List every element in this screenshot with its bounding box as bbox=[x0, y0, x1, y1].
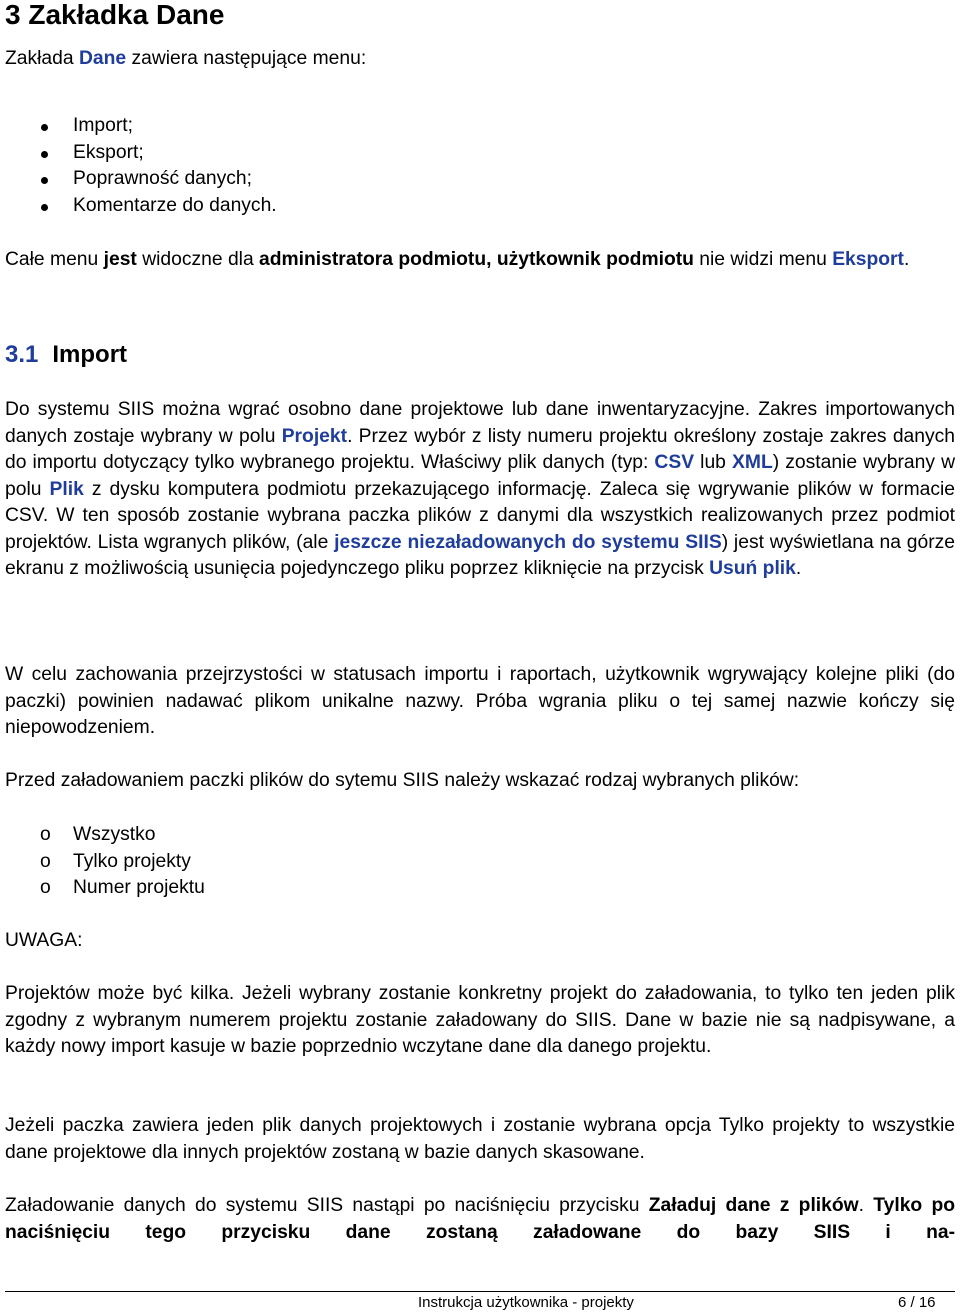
intro-text: Zakłada bbox=[5, 48, 79, 69]
dane-emphasis: Dane bbox=[78, 48, 127, 69]
single-file-paragraph: Jeżeli paczka zawiera jeden plik danych projektowych i zostanie wybrana opcja Tylko projekty to wszystkie dane projektowe dla innych projektów zostaną w bazie danych skasowane. bbox=[5, 1115, 955, 1163]
footer-page-number: 6 / 16 bbox=[898, 1294, 936, 1311]
projects-paragraph: Projektów może być kilka. Jeżeli wybrany zostanie konkretny projekt do załadowania, to tylko ten jeden plik zgodny z wybranym numerem projektu zostanie załadowany do SIIS. Dane w bazie nie są nadpisywane, a każdy nowy import kasuje w bazie poprzednio wczytane dane dla danego projektu. bbox=[5, 983, 955, 1057]
menu-note-paragraph: Całe menu jest widoczne dla administratora podmiotu, użytkownik podmiotu nie widzi menu Eksport. bbox=[5, 249, 910, 270]
section-number: 3.1 bbox=[5, 341, 39, 368]
intro-paragraph bbox=[5, 46, 955, 73]
menu-list bbox=[5, 113, 277, 219]
file-type-paragraph: Przed załadowaniem paczki plików do sytemu SIIS należy wskazać rodzaj wybranych plików: bbox=[5, 770, 800, 791]
list-item: Poprawność danych; bbox=[5, 166, 277, 193]
bullet-icon bbox=[41, 151, 48, 158]
footer-divider bbox=[5, 1291, 955, 1292]
bullet-icon bbox=[41, 177, 48, 184]
list-item: Komentarze do danych. bbox=[5, 193, 277, 220]
bullet-icon bbox=[41, 204, 48, 211]
list-item: Import; bbox=[5, 113, 277, 140]
file-type-options bbox=[5, 822, 205, 902]
unique-names-paragraph: W celu zachowania przejrzystości w statusach importu i raportach, użytkownik wgrywający kolejne pliki (do paczki) powinien nadawać plikom unikalne nazwy. Próba wgrania pliku o tej samej nazwie kończy się niepowodzeniem. bbox=[5, 664, 955, 738]
list-item: o Numer projektu bbox=[5, 875, 205, 902]
uwaga-label: UWAGA: bbox=[5, 930, 83, 951]
section-heading bbox=[5, 340, 127, 370]
list-item: o Tylko projekty bbox=[5, 849, 205, 876]
load-paragraph: Załadowanie danych do systemu SIIS nastąpi po naciśnięciu przycisku Załaduj dane z plików. Tylko po naciśnięciu tego przycisku dane zostaną załadowane do bazy SIIS i na- bbox=[5, 1195, 955, 1243]
footer-document-title: Instrukcja użytkownika - projekty bbox=[418, 1294, 634, 1311]
list-item: o Wszystko bbox=[5, 822, 205, 849]
option-marker: o bbox=[40, 877, 51, 898]
list-item: Eksport; bbox=[5, 140, 277, 167]
bullet-icon bbox=[41, 124, 48, 131]
page-title: 3 Zakładka Dane bbox=[5, 0, 225, 30]
intro-text-end: zawiera następujące menu: bbox=[126, 48, 367, 69]
import-paragraph: Do systemu SIIS można wgrać osobno dane projektowe lub dane inwentaryzacyjne. Zakres importowanych danych zostaje wybrany w polu Projekt. Przez wybór z listy numeru projektu określony zostaje zakres danych do importu dotyczący tylko wybranego projektu. Właściwy plik danych (typ: CSV lub XML) zostanie wybrany w polu Plik z dysku komputera podmiotu przekazującego informację. Zaleca się wgrywanie plików w formacie CSV. W ten sposób zostanie wybrana paczka plików z danymi dla wszystkich realizowanych przez podmiot projektów. Lista wgranych plików, (ale jeszcze niezaładowanych do systemu SIIS) jest wyświetlana na górze ekranu z możliwością usunięcia pojedynczego pliku poprzez kliknięcie na przycisk Usuń plik. bbox=[5, 399, 956, 579]
option-marker: o bbox=[40, 824, 51, 845]
section-label: Import bbox=[52, 341, 128, 368]
option-marker: o bbox=[40, 850, 51, 872]
